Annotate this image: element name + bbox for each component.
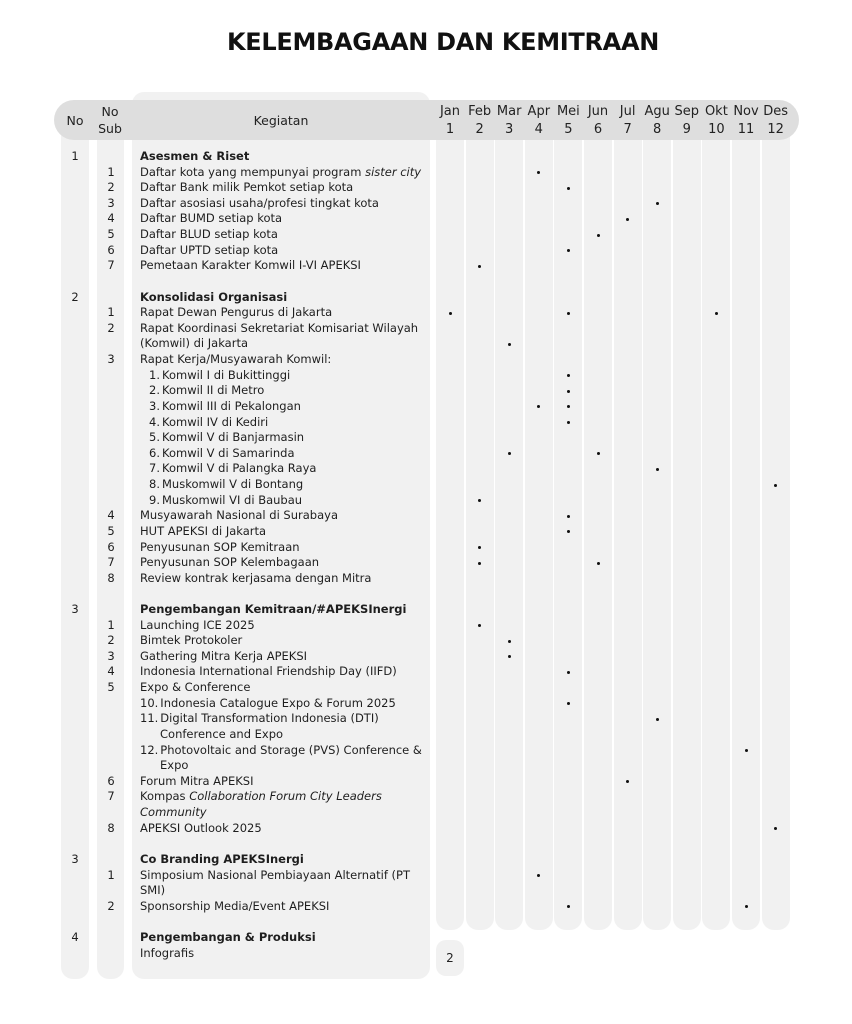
activity-label: Infografis <box>140 945 195 960</box>
schedule-dot <box>508 640 511 643</box>
month-name: Okt <box>704 104 728 119</box>
month-column-bg <box>525 106 553 930</box>
activity-label: Muskomwil V di Bontang <box>162 477 304 492</box>
month-column-bg <box>614 106 642 930</box>
month-header <box>494 103 524 139</box>
month-column-bg <box>584 106 612 930</box>
section-heading <box>140 290 430 306</box>
activity-text <box>140 493 430 509</box>
list-number: 8. <box>149 477 160 492</box>
activity-text <box>140 399 430 415</box>
month-number: 10 <box>708 122 725 137</box>
month-number: 11 <box>737 122 755 137</box>
month-column-bg <box>673 106 701 930</box>
activity-label: Simposium Nasional Pembiayaan Alternatif (PT <box>140 867 410 882</box>
list-number: 7. <box>149 461 160 476</box>
row-sub-no: 5 <box>107 227 115 242</box>
activity-text <box>140 555 430 571</box>
section-heading <box>140 149 430 165</box>
activity-text <box>140 211 430 227</box>
section-heading <box>140 602 430 618</box>
activity-label: Sponsorship Media/Event APEKSI <box>140 898 330 913</box>
activity-label: Daftar Bank milik Pemkot setiap kota <box>140 180 354 195</box>
list-number: 12. <box>140 742 159 757</box>
schedule-dot <box>449 312 452 315</box>
activity-text <box>140 946 430 962</box>
activity-label: Komwil V di Samarinda <box>162 445 295 460</box>
month-name: Jul <box>619 104 636 119</box>
activity-text <box>140 618 430 634</box>
activity-label: Konsolidasi Organisasi <box>140 289 288 304</box>
month-number: 9 <box>682 122 691 137</box>
activity-label: Expo & Conference <box>140 680 251 695</box>
schedule-dot <box>478 265 481 268</box>
activity-text <box>140 540 430 556</box>
row-sub-no: 1 <box>107 867 115 882</box>
activity-label: Forum Mitra APEKSI <box>140 773 254 788</box>
activity-text <box>140 383 430 399</box>
col-no-bg <box>61 106 89 979</box>
activity-label: Rapat Koordinasi Sekretariat Komisariat Wilayah <box>140 320 419 335</box>
activity-label: HUT APEKSI di Jakarta <box>140 523 267 538</box>
activity-label: Indonesia International Friendship Day (IIFD) <box>140 664 397 679</box>
activity-text <box>140 165 430 181</box>
schedule-dot <box>567 390 570 393</box>
activity-label: Komwil V di Banjarmasin <box>162 430 305 445</box>
row-sub-no: 7 <box>107 789 115 804</box>
activity-label: Co Branding APEKSInergi <box>140 851 304 866</box>
activity-label: Komwil III di Pekalongan <box>162 398 301 413</box>
header-kegiatan-label: Kegiatan <box>253 112 309 128</box>
schedule-dot <box>567 312 570 315</box>
schedule-dot <box>597 562 600 565</box>
month-column-bg <box>554 106 582 930</box>
schedule-dot <box>508 343 511 346</box>
activity-text <box>140 680 430 696</box>
activity-text <box>140 883 430 899</box>
activity-text <box>140 196 430 212</box>
activity-text <box>140 805 430 821</box>
list-number: 11. <box>140 711 159 726</box>
activity-label: Komwil I di Bukittinggi <box>162 367 291 382</box>
activity-text <box>140 789 430 805</box>
month-number: 12 <box>767 122 784 137</box>
row-sub-no: 7 <box>107 555 115 570</box>
activity-label: (Komwil) di Jakarta <box>140 336 249 351</box>
activity-text <box>140 696 430 712</box>
activity-text <box>140 461 430 477</box>
row-sub-no: 5 <box>107 523 115 538</box>
activity-text <box>140 633 430 649</box>
activity-text <box>140 368 430 384</box>
row-sub-no: 8 <box>107 820 115 835</box>
activity-text <box>140 727 430 743</box>
schedule-dot <box>774 484 777 487</box>
activity-text <box>140 821 430 837</box>
month-number: 4 <box>534 122 543 137</box>
activity-label: Conference and Expo <box>160 726 284 741</box>
activity-label: Daftar asosiasi usaha/profesi tingkat kota <box>140 195 379 210</box>
header-kegiatan <box>132 100 430 140</box>
activity-label: Digital Transformation Indonesia (DTI) <box>160 711 379 726</box>
row-no: 3 <box>71 851 79 866</box>
schedule-dot <box>656 718 659 721</box>
activity-label: Kompas <box>140 789 190 804</box>
month-number: 8 <box>653 122 662 137</box>
activity-label: Rapat Dewan Pengurus di Jakarta <box>140 305 333 320</box>
activity-text <box>140 243 430 259</box>
activity-text <box>140 477 430 493</box>
schedule-dot <box>567 187 570 190</box>
list-number: 10. <box>140 695 159 710</box>
month-header <box>701 103 731 139</box>
activity-text <box>140 899 430 915</box>
list-number: 5. <box>149 430 160 445</box>
activity-label: Muskomwil VI di Baubau <box>162 492 303 507</box>
schedule-dot <box>597 452 600 455</box>
month-header <box>465 103 495 139</box>
activity-label: Daftar BLUD setiap kota <box>140 227 278 242</box>
month-number: 5 <box>564 122 573 137</box>
row-no: 1 <box>71 149 79 163</box>
activity-label: Musyawarah Nasional di Surabaya <box>140 508 338 523</box>
row-no: 2 <box>71 289 79 304</box>
schedule-dot <box>567 671 570 674</box>
month-header <box>435 103 465 139</box>
header-no <box>54 100 96 140</box>
list-number: 6. <box>149 445 160 460</box>
schedule-dot <box>478 562 481 565</box>
list-number: 1. <box>149 367 160 382</box>
month-header <box>553 103 583 139</box>
activity-label: Daftar kota yang mempunyai program <box>140 164 366 179</box>
row-sub-no: 2 <box>107 898 115 913</box>
header-no-sub-line2: Sub <box>98 121 122 136</box>
month-name: Mei <box>556 104 580 119</box>
activity-label: Bimtek Protokoler <box>140 633 243 648</box>
month-header <box>731 103 761 139</box>
activity-label: Komwil IV di Kediri <box>162 414 269 429</box>
activity-label: Indonesia Catalogue Expo & Forum 2025 <box>160 695 396 710</box>
activity-label: Photovoltaic and Storage (PVS) Conference & <box>160 742 422 757</box>
activity-text <box>140 446 430 462</box>
row-sub-no: 1 <box>107 617 115 632</box>
activity-text <box>140 258 430 274</box>
activity-label-italic: Collaboration Forum City Leaders <box>189 789 382 804</box>
row-sub-no: 6 <box>107 242 115 257</box>
activity-text <box>140 508 430 524</box>
row-sub-no: 4 <box>107 664 115 679</box>
month-name: Sep <box>674 104 700 119</box>
activity-label: SMI) <box>140 883 166 898</box>
month-name: Feb <box>468 104 492 119</box>
schedule-dot <box>745 749 748 752</box>
month-header <box>524 103 554 139</box>
month-header <box>583 103 613 139</box>
activity-label: Gathering Mitra Kerja APEKSI <box>140 648 308 663</box>
month-number: 1 <box>445 122 455 137</box>
month-column-bg <box>762 106 790 930</box>
activity-label-italic: Community <box>140 805 207 820</box>
activity-text <box>140 180 430 196</box>
row-no: 4 <box>71 930 79 944</box>
month-column-bg <box>702 106 730 930</box>
month-name: Apr <box>527 104 551 119</box>
activity-label: Expo <box>160 758 189 773</box>
activity-text <box>140 758 430 774</box>
activity-label: Launching ICE 2025 <box>140 617 255 632</box>
page-title: KELEMBAGAAN DAN KEMITRAAN <box>226 28 660 56</box>
row-sub-no: 3 <box>107 352 115 367</box>
month-name: Jan <box>439 104 461 119</box>
activity-text <box>140 430 430 446</box>
header-no-sub-line1: No <box>101 104 119 119</box>
activity-text <box>140 524 430 540</box>
month-column-bg <box>436 106 464 930</box>
month-column-bg <box>732 106 760 930</box>
month-column-bg <box>495 106 523 930</box>
activity-text <box>140 774 430 790</box>
activity-text <box>140 868 430 884</box>
schedule-dot <box>715 312 718 315</box>
activity-text <box>140 227 430 243</box>
month-number: 6 <box>593 122 603 137</box>
row-sub-no: 7 <box>107 258 115 273</box>
month-header <box>613 103 643 139</box>
row-sub-no: 4 <box>107 508 115 523</box>
activity-label: APEKSI Outlook 2025 <box>140 820 262 835</box>
section-heading <box>140 930 430 946</box>
schedule-dot <box>656 468 659 471</box>
month-name: Agu <box>644 104 670 119</box>
month-header <box>672 103 702 139</box>
section-heading <box>140 852 430 868</box>
activity-text <box>140 415 430 431</box>
row-sub-no: 2 <box>107 180 115 195</box>
activity-text <box>140 711 430 727</box>
page-number: 2 <box>436 940 464 976</box>
row-sub-no: 2 <box>107 633 115 648</box>
activity-label: Pemetaan Karakter Komwil I-VI APEKSI <box>140 258 361 273</box>
row-sub-no: 2 <box>107 320 115 335</box>
schedule-dot <box>567 515 570 518</box>
row-sub-no: 6 <box>107 539 115 554</box>
row-sub-no: 1 <box>107 164 115 179</box>
activity-label: Komwil II di Metro <box>162 383 265 398</box>
activity-label-italic: sister city <box>365 164 422 179</box>
activity-label: Penyusunan SOP Kelembagaan <box>140 555 320 570</box>
activity-text <box>140 649 430 665</box>
month-number: 7 <box>623 122 632 137</box>
activity-label: Penyusunan SOP Kemitraan <box>140 539 300 554</box>
month-name: Jun <box>587 104 609 119</box>
activity-label: Asesmen & Riset <box>140 149 250 163</box>
activity-label: Komwil V di Palangka Raya <box>162 461 317 476</box>
list-number: 4. <box>149 414 160 429</box>
row-sub-no: 8 <box>107 570 115 585</box>
row-sub-no: 6 <box>107 773 115 788</box>
month-name: Mar <box>496 104 522 119</box>
month-number: 2 <box>475 122 484 137</box>
row-no: 3 <box>71 601 79 616</box>
schedule-dot <box>567 421 570 424</box>
list-number: 3. <box>149 398 160 413</box>
list-number: 9. <box>149 492 160 507</box>
list-number: 2. <box>149 383 160 398</box>
activity-label: Rapat Kerja/Musyawarah Komwil: <box>140 352 332 367</box>
activity-text <box>140 336 430 352</box>
header-no-sub <box>96 100 124 140</box>
row-sub-no: 4 <box>107 211 115 226</box>
activity-text <box>140 571 430 587</box>
month-column-bg <box>466 106 494 930</box>
month-number: 3 <box>505 122 514 137</box>
activity-text <box>140 743 430 759</box>
month-name: Des <box>763 104 788 119</box>
activity-label: Review kontrak kerjasama dengan Mitra <box>140 570 372 585</box>
activity-text <box>140 352 430 368</box>
activity-text <box>140 305 430 321</box>
schedule-dot <box>745 905 748 908</box>
activity-label: Daftar BUMD setiap kota <box>140 211 283 226</box>
activity-text <box>140 321 430 337</box>
month-header <box>761 103 791 139</box>
row-sub-no: 1 <box>107 305 115 320</box>
activity-label: Daftar UPTD setiap kota <box>140 242 279 257</box>
activity-text <box>140 664 430 680</box>
activity-label: Pengembangan & Produksi <box>140 930 316 944</box>
header-no-label: No <box>66 112 84 128</box>
row-sub-no: 3 <box>107 195 115 210</box>
schedule-dot <box>597 234 600 237</box>
row-sub-no: 3 <box>107 648 115 663</box>
row-sub-no: 5 <box>107 680 115 695</box>
activity-label: Pengembangan Kemitraan/#APEKSInergi <box>140 601 407 616</box>
month-name: Nov <box>733 104 759 119</box>
month-column-bg <box>643 106 671 930</box>
month-header <box>642 103 672 139</box>
